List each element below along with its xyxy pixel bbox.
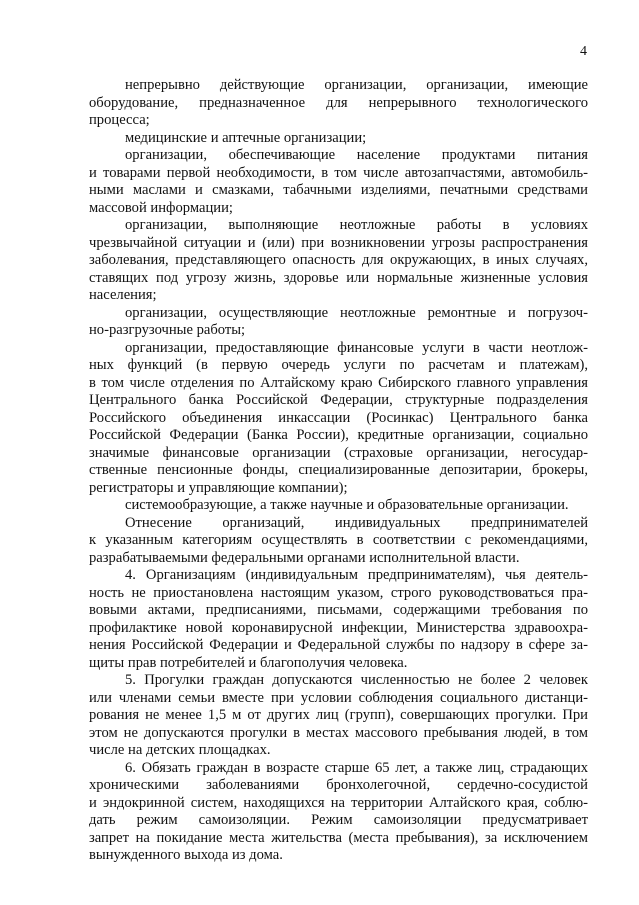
text-line: и товарами первой необходимости, в том числе автозапчастями, автомобиль- [89,164,588,181]
paragraph-p2 [89,130,588,148]
paragraph-p4 [89,217,588,305]
paragraph-p3 [89,147,588,217]
text-line: или членами семьи вместе при условии соблюдения социального дистанци- [89,689,588,706]
text-line: щиты прав потребителей и благополучия человека. [89,654,408,671]
text-line: запрет на покидание места жительства (места пребывания), за исключением [89,829,588,846]
text-line: вовыми актами, предписаниями, письмами, содержащими требования по [89,602,588,618]
text-line: нения Российской Федерации и Федеральной службы по надзору в сфере за- [89,637,588,653]
text-line: ственные пенсионные фонды, специализированные депозитарии, брокеры, [89,462,588,478]
text-line: хроническими заболеваниями бронхолегочной, сердечно-сосудистой [89,777,588,793]
text-line: вынужденного выхода из дома. [89,847,283,863]
text-line: числе на детских площадках. [89,742,271,758]
text-line: профилактике новой коронавирусной инфекции, Министерства здравоохра- [89,619,588,636]
text-line: массовой информации; [89,199,233,216]
paragraph-p7 [89,497,588,515]
text-line: рования не менее 1,5 м от других лиц (групп), совершающих прогулки. При [89,707,588,723]
text-line: этом не допускаются прогулки в местах массового пребывания людей, в том [89,724,588,741]
text-line: ных функций (в первую очередь услуги по расчетам и платежам), [89,357,588,373]
text-line: 6. Обязать граждан в возрасте старше 65 лет, а также лиц, страдающих [125,759,588,776]
text-line: 5. Прогулки граждан допускаются численностью не более 2 человек [125,672,588,688]
text-line: организации, выполняющие неотложные работы в условиях [125,217,588,233]
text-line: разрабатываемыми федеральными органами исполнительной власти. [89,549,520,566]
text-line: ность не приостановлена настоящим указом, строго руководствоваться пра- [89,584,588,601]
text-line: непрерывно действующие организации, организации, имеющие [125,77,588,93]
paragraph-p1 [89,77,588,130]
text-line: дать режим самоизоляции. Режим самоизоляции предусматривает [89,812,588,828]
text-line: чрезвычайной ситуации и (или) при возникновении угрозы распространения [89,234,588,251]
paragraph-p5 [89,305,588,340]
text-line: Отнесение организаций, индивидуальных предпринимателей [125,514,588,531]
text-line: регистраторы и управляющие компании); [89,479,348,496]
text-line: к указанным категориям осуществлять в соответствии с рекомендациями, [89,532,588,548]
paragraph-p9 [89,567,588,672]
paragraph-p6 [89,340,588,498]
text-line: значимые финансовые организации (страховые организации, негосудар- [89,444,588,461]
text-line: Российской Федерации (Банка России), кредитные организации, социально [89,427,588,443]
paragraph-p11 [89,760,588,865]
text-line: организации, осуществляющие неотложные ремонтные и погрузоч- [125,304,588,321]
text-line: но-разгрузочные работы; [89,322,246,338]
text-line: Российского объединения инкассации (Росинкас) Центрального банка [89,409,588,426]
text-line: ными маслами и смазками, табачными изделиями, печатными средствами [89,182,588,198]
text-line: оборудование, предназначенное для непрерывного технологического [89,94,588,111]
paragraph-p8 [89,515,588,568]
text-line: и эндокринной систем, находящихся на территории Алтайского края, соблю- [89,794,588,811]
text-line: системообразующие, а также научные и образовательные организации. [125,497,569,513]
text-line: организации, предоставляющие финансовые услуги в части неотлож- [125,339,588,356]
document-body [89,77,588,865]
page-number: 4 [580,44,587,59]
text-line: Центрального банка Российской Федерации, структурные подразделения [89,392,588,408]
text-line: заболевания, представляющего опасность для окружающих, в иных случаях, [89,252,588,268]
text-line: 4. Организациям (индивидуальным предпринимателям), чья деятель- [125,567,588,583]
paragraph-p10 [89,672,588,760]
text-line: медицинские и аптечные организации; [125,129,367,146]
text-line: организации, обеспечивающие население продуктами питания [125,147,588,163]
text-line: в том числе отделения по Алтайскому краю Сибирского главного управления [89,374,588,391]
text-line: ставящих под угрозу жизнь, здоровье или нормальные жизненные условия [89,269,588,286]
text-line: процесса; [89,112,150,128]
text-line: населения; [89,287,157,303]
